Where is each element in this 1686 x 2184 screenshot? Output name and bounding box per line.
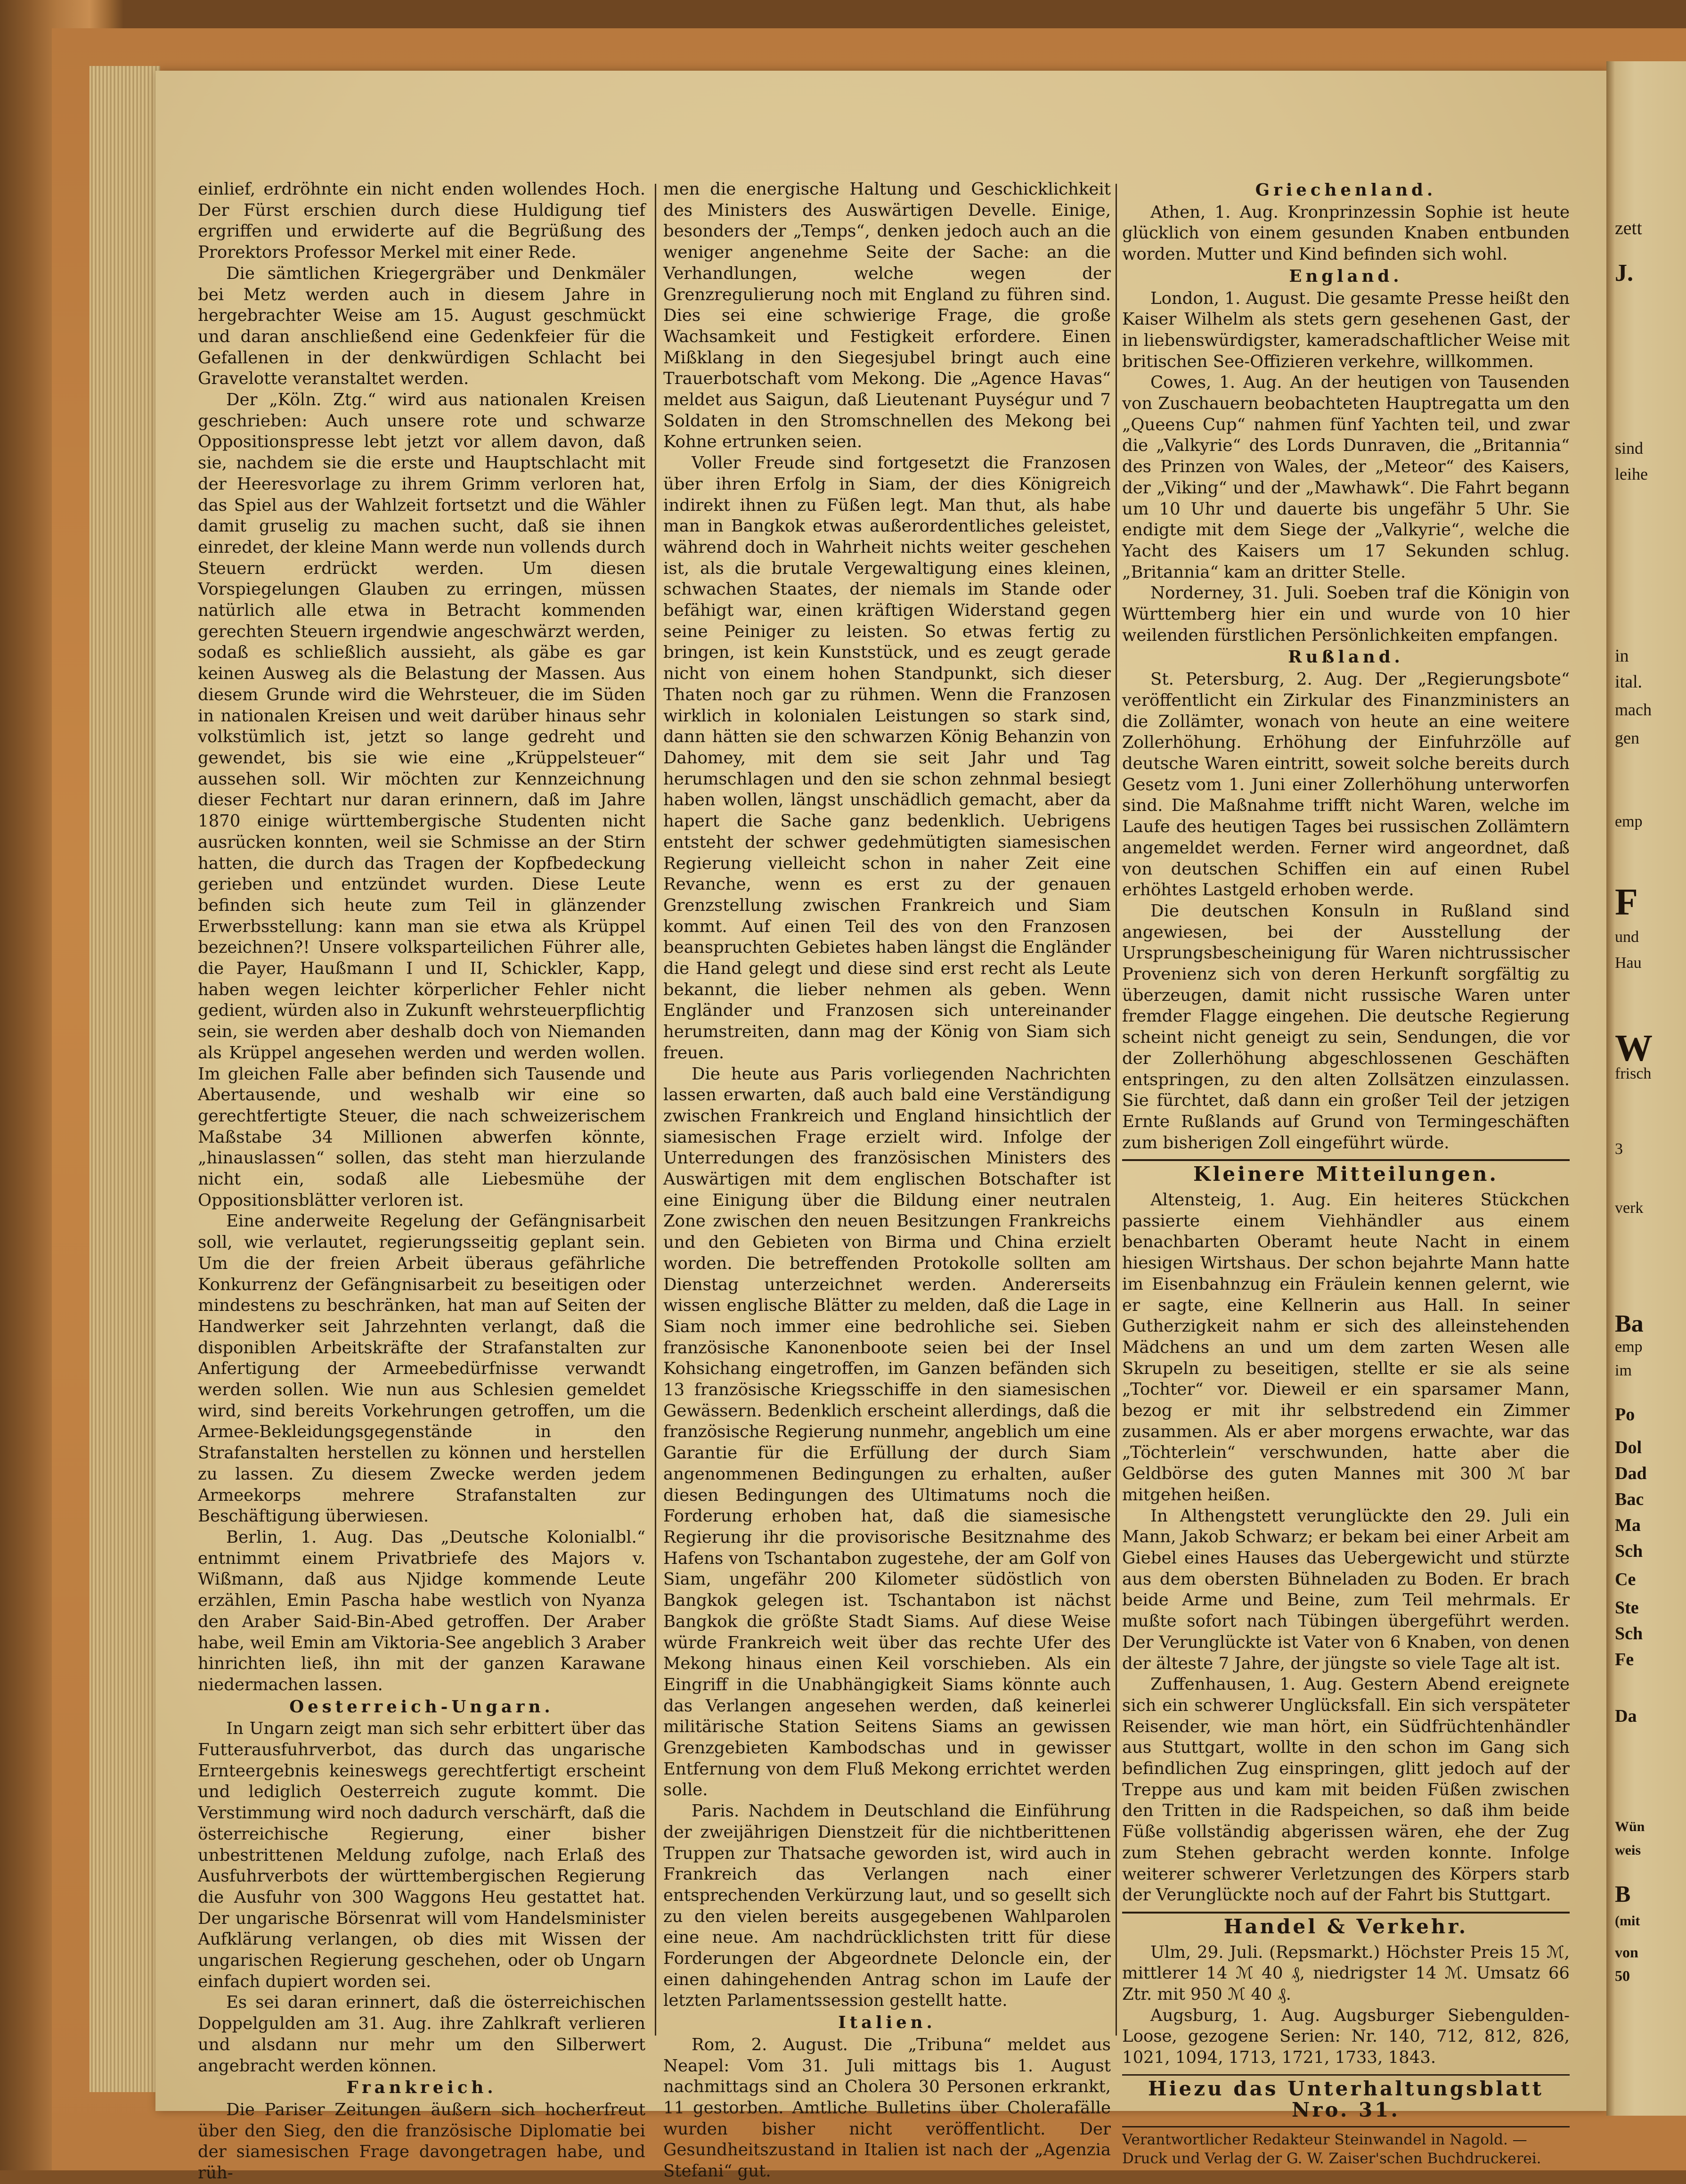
adjacent-page-fragment: verk — [1615, 1199, 1644, 1217]
column-3 — [1122, 179, 1570, 2168]
article-paragraph: Die sämtlichen Kriegergräber und Denkmäler bei Metz werden auch in diesem Jahre in hergebrachter Weise am 15. August geschmückt und daran anschließend eine Gedenkfeier für die Gefallenen in der denkwürdigen Schlacht bei Gravelotte veranstaltet werden. — [198, 263, 645, 389]
article-paragraph: Die deutschen Konsuln in Rußland sind angewiesen, bei der Ausstellung der Ursprungsbescheinigung für Waren nichtrussischer Provenienz sich von deren Herkunft sorgfältig zu überzeugen, damit nicht russische Waren unter fremder Flagge eingehen. Die deutsche Regierung scheint nicht geneigt zu sein, Sendungen, die vor der Zollerhöhung abgeschlossenen Geschäften entspringen, zu den alten Zollsätzen einzulassen. Sie fürchtet, daß dann ein großer Teil der jetzigen Ernte Rußlands auf Grund von Termingeschäften zum bisherigen Zoll eingeführt würde. — [1122, 901, 1570, 1153]
adjacent-page-fragment: J. — [1615, 260, 1633, 286]
adjacent-page-fragment: Sch — [1615, 1541, 1643, 1561]
adjacent-page-fragment: zett — [1615, 217, 1642, 238]
article-paragraph: einlief, erdröhnte ein nicht enden wollendes Hoch. Der Fürst erschien durch diese Huldigung tief ergriffen und erwiderte auf die Begrüßung des Prorektors Professor Merkel mit einer Rede. — [198, 180, 645, 262]
adjacent-page-fragment: leihe — [1615, 465, 1648, 483]
article-paragraph: Es sei daran erinnert, daß die österreichischen Doppelgulden am 31. Aug. ihre Zahlkraft verlieren und alsdann nur mehr um den Silberwert angebracht werden können. — [198, 1993, 645, 2076]
adjacent-page-fragment: Ma — [1615, 1515, 1641, 1535]
article-paragraph: Voller Freude sind fortgesetzt die Franzosen über ihren Erfolg in Siam, der dies Königreich indirekt ihnen zu Füßen legt. Man thut, als habe man in Bangkok etwas außerordentliches geleistet, während doch in Wahrheit nichts weiter geschehen ist, als die brutale Vergewaltigung eines kleinen, schwachen Staates, der niemals im Stande oder befähigt war, einen kräftigen Widerstand gegen seine Peiniger zu leisten. So etwas fertig zu bringen, ist kein Kunststück, und es zeugt gerade nicht von einem hohen Standpunkt, sich dieser Thaten noch gar zu rühmen. Wenn die Franzosen wirklich in kolonialen Leistungen so stark sind, dann hätten sie den schwarzen König Behanzin von Dahomey, mit dem sie seit Jahr und Tag herumschlagen und den sie schon zehnmal besiegt haben wollen, längst unschädlich gemacht, aber da hapert die Sache ganz bedenklich. Uebrigens entsteht der schwer gedehmütigten siamesischen Regierung vielleicht schon in naher Zeit eine Revanche, wenn es erst zu der genauen Grenzstellung zwischen Frankreich und Siam kommt. Auf einen Teil des von den Franzosen beanspruchten Gebietes haben längst die Engländer die Hand gelegt und diese sind erst recht als Leute bekannt, die lieber nehmen als geben. Wenn Engländer und Franzosen sich untereinander herumstreiten, dann mag der König von Siam sich freuen. — [663, 453, 1111, 1063]
column-divider-2 — [1116, 184, 1117, 2036]
adjacent-page-fragment: Dad — [1615, 1464, 1647, 1483]
adjacent-page-fragment: Wün — [1615, 1819, 1645, 1834]
adjacent-page-fragment: ital. — [1615, 672, 1643, 692]
section-rule — [1122, 1159, 1570, 1161]
adjacent-page-fragment: gen — [1615, 728, 1639, 747]
column-1 — [198, 179, 645, 2183]
article-paragraph: Altensteig, 1. Aug. Ein heiteres Stückchen passierte einem Viehhändler aus einem benachbarten Oberamt heute Nacht in einem hiesigen Wirtshaus. Der schon bejahrte Mann hatte im Eisenbahnzug ein Fräulein kennen gelernt, wie er sagte, eine Kellnerin aus Hall. In seiner Gutherzigkeit nahm er sich des alleinstehenden Mädchens an und um dem zarten Wesen alle Skrupeln zu beseitigen, stellte er sie als seine „Tochter“ vor. Dieweil er ein sparsamer Mann, bezog er mit ihr selbstredend ein Zimmer zusammen. Als er aber morgens erwachte, war das „Töchterlein“ verschwunden, hatte aber die Geldbörse des guten Mannes mit 300 ℳ bar mitgehen heißen. — [1122, 1190, 1570, 1505]
adjacent-page-fragment: Sch — [1615, 1624, 1643, 1644]
adjacent-page-fragment: und — [1615, 928, 1639, 946]
article-paragraph: Athen, 1. Aug. Kronprinzessin Sophie ist heute glücklich von einem gesunden Knaben entbunden worden. Mutter und Kind befinden sich wohl. — [1122, 202, 1570, 264]
section-heading: Frankreich. — [346, 2078, 497, 2098]
adjacent-page-fragment: 3 — [1615, 1140, 1623, 1158]
article-paragraph: Die Pariser Zeitungen äußern sich hocherfreut über den Sieg, den die französische Diplomatie bei der siamesischen Frage davongetragen habe, und rüh- — [198, 2100, 645, 2183]
article-paragraph: men die energische Haltung und Geschicklichkeit des Ministers des Auswärtigen Develle. Einige, besonders der „Temps“, denken jedoch auch an die weniger angenehme Seite der Sache: an die Verhandlungen, welche wegen der Grenzregulierung noch mit England zu führen sind. Dies sei eine schwierige Frage, die große Wachsamkeit und Festigkeit erfordere. Einen Mißklang in den Siegesjubel bringt auch eine Trauerbotschaft vom Mekong. Die „Agence Havas“ meldet aus Saigun, daß Lieutenant Puységur und 7 Soldaten in den Stromschnellen des Mekong bei Kohne ertrunken seien. — [663, 180, 1111, 452]
article-paragraph: Eine anderweite Regelung der Gefängnisarbeit soll, wie verlautet, regierungsseitig geplant sein. Um die der freien Arbeit überaus gefährliche Konkurrenz der Gefängnisarbeit zu beseitigen oder mindestens zu beschränken, hat man auf Seiten der Handwerker seit Jahrzehnten verlangt, daß die disponiblen Arbeitskräfte der Strafanstalten zur Anfertigung der Armeebedürfnisse verwandt werden sollen. Wie nun aus Schlesien gemeldet wird, sind bereits Vorkehrungen getroffen, um die Armee-Bekleidungsgegenstände in den Strafanstalten herstellen zu können und herstellen zu lassen. Zu diesem Zwecke werden jedem Armeekorps mehrere Strafanstalten zur Beschäftigung überwiesen. — [198, 1211, 645, 1526]
section-rule — [1122, 2074, 1570, 2076]
adjacent-page-fragment: emp — [1615, 1338, 1643, 1356]
adjacent-page-fragment: Fe — [1615, 1650, 1634, 1669]
adjacent-page-fragment: Dol — [1615, 1438, 1642, 1457]
section-heading: England. — [1289, 266, 1403, 286]
section-rule — [1122, 2126, 1570, 2127]
article-paragraph: In Ungarn zeigt man sich sehr erbittert über das Futterausfuhrverbot, das durch das ungarische Ernteergebnis keineswegs gerechtfertigt erscheint und lediglich Oesterreich zugute kommt. Die Verstimmung wird noch dadurch verschärft, daß die österreichische Regierung, einer bisher unbestrittenen Meldung zufolge, nach Erlaß des Ausfuhrverbots der württembergischen Regierung die Ausfuhr von 300 Waggons Heu gestattet hat. Der ungarische Börsenrat will vom Handelsminister Aufklärung verlangen, ob dies mit Wissen der ungarischen Regierung geschehen, oder ob Ungarn einfach dupiert worden sei. — [198, 1719, 645, 1991]
article-paragraph: Berlin, 1. Aug. Das „Deutsche Kolonialbl.“ entnimmt einem Privatbriefe des Majors v. Wißmann, daß aus Njidge kommende Leute erzählen, Emin Pascha habe westlich von Nyanza den Araber Said-Bin-Abed getroffen. Der Araber habe, weil Emin am Viktoria-See angeblich 3 Araber hinrichten ließ, ihn mit der ganzen Karawane niedermachen lassen. — [198, 1528, 645, 1694]
adjacent-page-fragment: (mit — [1615, 1913, 1640, 1929]
section-heading: Hiezu das Unterhaltungsblatt Nro. 31. — [1148, 2077, 1544, 2121]
adjacent-page-fragment: sind — [1615, 439, 1644, 458]
adjacent-page-fragment: F — [1615, 882, 1638, 923]
adjacent-page-fragment: Ce — [1615, 1570, 1636, 1589]
adjacent-page-fragment: emp — [1615, 813, 1643, 830]
section-heading: Kleinere Mitteilungen. — [1193, 1162, 1499, 1186]
adjacent-page-fragment: Bac — [1615, 1489, 1644, 1509]
article-paragraph: Ulm, 29. Juli. (Repsmarkt.) Höchster Preis 15 ℳ, mittlerer 14 ℳ 40 ₰, niedrigster 14 ℳ. Umsatz 66 Ztr. mit 950 ℳ 40 ₰. — [1122, 1942, 1570, 2004]
article-paragraph: Zuffenhausen, 1. Aug. Gestern Abend ereignete sich ein schwerer Unglücksfall. Ein sich verspäteter Reisender, wie man hört, ein Südfrüchtenhändler aus Stuttgart, wollte in den schon im Gang sich befindlichen Zug einspringen, glitt jedoch auf der Treppe aus und kam mit beiden Füßen zwischen den Tritten in die Radspeichen, so daß ihm beide Füße vollständig abgerissen wären, ehe der Zug zum Stehen gebracht werden konnte. Infolge weiterer schwerer Verletzungen des Körpers starb der Verunglückte noch auf der Fahrt bis Stuttgart. — [1122, 1675, 1570, 1905]
adjacent-page-fragment: Hau — [1615, 954, 1642, 972]
article-paragraph: London, 1. August. Die gesamte Presse heißt den Kaiser Wilhelm als stets gern gesehenen Gast, der in liebenswürdigster, kameradschaftlicher Weise mit britischen See-Offizieren verkehre, willkommen. — [1122, 288, 1570, 371]
adjacent-page-fragment: Po — [1615, 1405, 1635, 1424]
adjacent-page-fragment: Da — [1615, 1706, 1637, 1726]
imprint-line: Verantwortlicher Redakteur Steinwandel in Nagold. — Druck und Verlag der G. W. Zaiser'schen Buchdruckerei. — [1122, 2131, 1541, 2168]
adjacent-page-fragment: von — [1615, 1944, 1638, 1961]
article-paragraph: Cowes, 1. Aug. An der heutigen von Tausenden von Zuschauern beobachteten Hauptregatta um den „Queens Cup“ nahmen fünf Yachten teil, und zwar die „Valkyrie“ des Lords Dunraven, die „Britannia“ des Prinzen von Wales, der „Meteor“ des Kaisers, der „Viking“ und der „Mawhawk“. Die Fahrt begann um 10 Uhr und dauerte bis ungefähr 5 Uhr. Sie endigte mit dem Siege der „Valkyrie“, welche die Yacht des Kaisers um 17 Sekunden schlug. „Britannia“ kam an dritter Stelle. — [1122, 373, 1570, 582]
article-paragraph: Der „Köln. Ztg.“ wird aus nationalen Kreisen geschrieben: Auch unsere rote und schwarze Oppositionspresse lebt jetzt vor allem davon, daß sie, nachdem sie die erste und Hauptschlacht mit der Heeresvorlage zu ihrem Grimm verloren hat, das Spiel aus der Wahlzeit fortsetzt und die Wähler damit gruselig zu machen sucht, daß sie ihnen einredet, der kleine Mann werde nun vollends durch Steuern erdrückt werden. Um diesen Vorspiegelungen Glauben zu erringen, müssen natürlich alle etwa in Betracht kommenden gerechten Steuern irgendwie angeschwärzt werden, sodaß es schließlich aussieht, als gäbe es gar keinen Ausweg als die Belastung der Massen. Aus diesem Grunde wird die Wehrsteuer, die im Süden in nationalen Kreisen und weit darüber hinaus sehr volkstümlich ist, jetzt so lange gedreht und gewendet, bis sie wie eine „Krüppelsteuer“ aussehen soll. Wir möchten zur Kennzeichnung dieser Fechtart nur daran erinnern, daß im Jahre 1870 einige württembergische Studenten nicht ausrücken konnten, weil sie Schmisse an der Stirn hatten, die durch das Tragen der Kopfbedeckung gerieben und entzündet wurden. Diese Leute befinden sich heute zum Teil in glänzender Erwerbsstellung: kann man sie etwa als Krüppel bezeichnen?! Unsere volksparteilichen Führer alle, die Payer, Haußmann I und II, Schickler, Kapp, haben wegen leichter körperlicher Fehler nicht gedient, würden also in Zukunft wehrsteuerpflichtig sein, sie werden aber deshalb doch von Niemanden als Krüppel angesehen werden und werden wollen. Im gleichen Falle aber befinden sich Tausende und Abertausende, und weshalb wir eine so gerechtfertigte Steuer, die nach schweizerischem Maßstabe 34 Millionen abwerfen könnte, „hinauslassen“ sollen, das steht man hierzulande nicht ein, sodaß alle Liebesmühe der Oppositionsblätter verloren ist. — [198, 390, 645, 1210]
article-paragraph: In Althengstett verunglückte den 29. Juli ein Mann, Jakob Schwarz; er bekam bei einer Arbeit am Giebel eines Hauses das Uebergewicht und stürzte aus dem obersten Bühneladen zu Boden. Er brach beide Arme und Beine, zum Teil mehrmals. Er mußte sofort nach Tübingen übergeführt werden. Der Verunglückte ist Vater von 6 Knaben, von denen der älteste 7 Jahre, der jüngste so viele Tage alt ist. — [1122, 1506, 1570, 1673]
section-heading: Rußland. — [1288, 647, 1404, 667]
adjacent-page-fragment: weis — [1615, 1842, 1641, 1858]
article-paragraph: Norderney, 31. Juli. Soeben traf die Königin von Württemberg hier ein und wurde von 10 hier weilenden fürstlichen Persönlichkeiten empfangen. — [1122, 583, 1570, 645]
section-rule — [1122, 1912, 1570, 1914]
adjacent-page-fragment: Ste — [1615, 1598, 1639, 1618]
adjacent-page-fragment: W — [1615, 1028, 1653, 1069]
adjacent-page-fragment: 50 — [1615, 1967, 1630, 1984]
column-divider-1 — [655, 184, 656, 2036]
adjacent-page-fragment: in — [1615, 646, 1629, 666]
column-2 — [663, 179, 1111, 2181]
article-paragraph: Paris. Nachdem in Deutschland die Einführung der zweijährigen Dienstzeit für die nichtberittenen Truppen zur Thatsache geworden ist, wird auch in Frankreich das Verlangen nach einer entsprechenden Verkürzung laut, und so gesellt sich zu den vielen bereits ausgegebenen Wahlparolen eine neue. Am nachdrücklichsten tritt für diese Forderungen der Abgeordnete Deloncle ein, der einen dahingehenden Antrag schon im Laufe der letzten Parlamentssession gestellt hatte. — [663, 1801, 1111, 2011]
article-paragraph: Die heute aus Paris vorliegenden Nachrichten lassen erwarten, daß auch bald eine Verständigung zwischen Frankreich und England hinsichtlich der siamesischen Frage erzielt wird. Infolge der Unterredungen des französischen Ministers des Auswärtigen mit dem englischen Botschafter ist eine Einigung über die Bildung einer neutralen Zone zwischen den neuen Besitzungen Frankreichs und den Gebieten von Birma und China erzielt worden. Die betreffenden Protokolle sollten am Dienstag unterzeichnet werden. Andererseits wissen englische Blätter zu melden, daß die Lage in Siam noch immer eine bedrohliche sei. Sieben französische Kanonenboote seien bei der Insel Kohsichang eingetroffen, im Ganzen befänden sich 13 französische Kriegsschiffe in den siamesischen Gewässern. Bedenklich erscheint allerdings, daß die französische Regierung nunmehr, angeblich um eine Garantie für die Erfüllung der durch Siam angenommenen Bedingungen zu erhalten, außer diesen Bedingungen des Ultimatums noch die Forderung erhoben hat, daß die siamesische Regierung ihr die provisorische Besitznahme des Hafens von Tschantabon zugestehe, der am Golf von Siam, ungefähr 200 Kilometer südöstlich von Bangkok gelegen ist. Tschantabon ist nächst Bangkok die größte Stadt Siams. Auf diese Weise würde Frankreich weit über das rechte Ufer des Mekong hinaus einen Keil vorschieben. Als ein Eingriff in die Unabhängigkeit Siams könnte auch das Verlangen angesehen werden, daß keinerlei militärische Station Seitens Siams an gewissen Grenzgebieten Kambodschas und in gewisser Entfernung von dem Fluß Mekong errichtet werden solle. — [663, 1064, 1111, 1800]
article-paragraph: St. Petersburg, 2. Aug. Der „Regierungsbote“ veröffentlicht ein Zirkular des Finanzministers an die Zollämter, wonach von heute an eine weitere Zollerhöhung. Erhöhung der Einfuhrzölle auf deutsche Waren eintritt, soweit solche bereits durch Gesetz vom 1. Juni einer Zollerhöhung unterworfen sind. Die Maßnahme trifft nicht Waren, welche im Laufe des heutigen Tages bei russischen Zollämtern angemeldet werden. Ferner wird angeordnet, daß von deutschen Schiffen ein auf einen Rubel erhöhtes Lastgeld erhoben werde. — [1122, 670, 1570, 900]
adjacent-page-fragment: frisch — [1615, 1065, 1652, 1082]
page-edges — [90, 66, 160, 2092]
article-paragraph: Augsburg, 1. Aug. Augsburger Siebengulden-Loose, gezogene Serien: Nr. 140, 712, 812, 826, 1021, 1094, 1713, 1721, 1733, 1843. — [1122, 2005, 1570, 2068]
adjacent-page-fragment: Ba — [1615, 1310, 1644, 1337]
section-heading: Oesterreich-Ungarn. — [289, 1697, 554, 1717]
adjacent-page-fragment: mach — [1615, 700, 1652, 719]
section-heading: Griechenland. — [1255, 180, 1437, 200]
article-paragraph: Rom, 2. August. Die „Tribuna“ meldet aus Neapel: Vom 31. Juli mittags bis 1. August nachmittags sind an Cholera 30 Personen erkrankt, 11 gestorben. Amtliche Bulletins über Cholerafälle wurden bisher nicht veröffentlicht. Der Gesundheitszustand in Italien ist nach der „Agenzia Stefani“ gut. — [663, 2035, 1111, 2181]
adjacent-page-edge — [1606, 61, 1686, 2116]
section-heading: Italien. — [838, 2013, 936, 2033]
adjacent-page-fragment: B — [1615, 1881, 1631, 1907]
adjacent-page-fragment: im — [1615, 1362, 1632, 1379]
section-heading: Handel & Verkehr. — [1223, 1914, 1468, 1938]
